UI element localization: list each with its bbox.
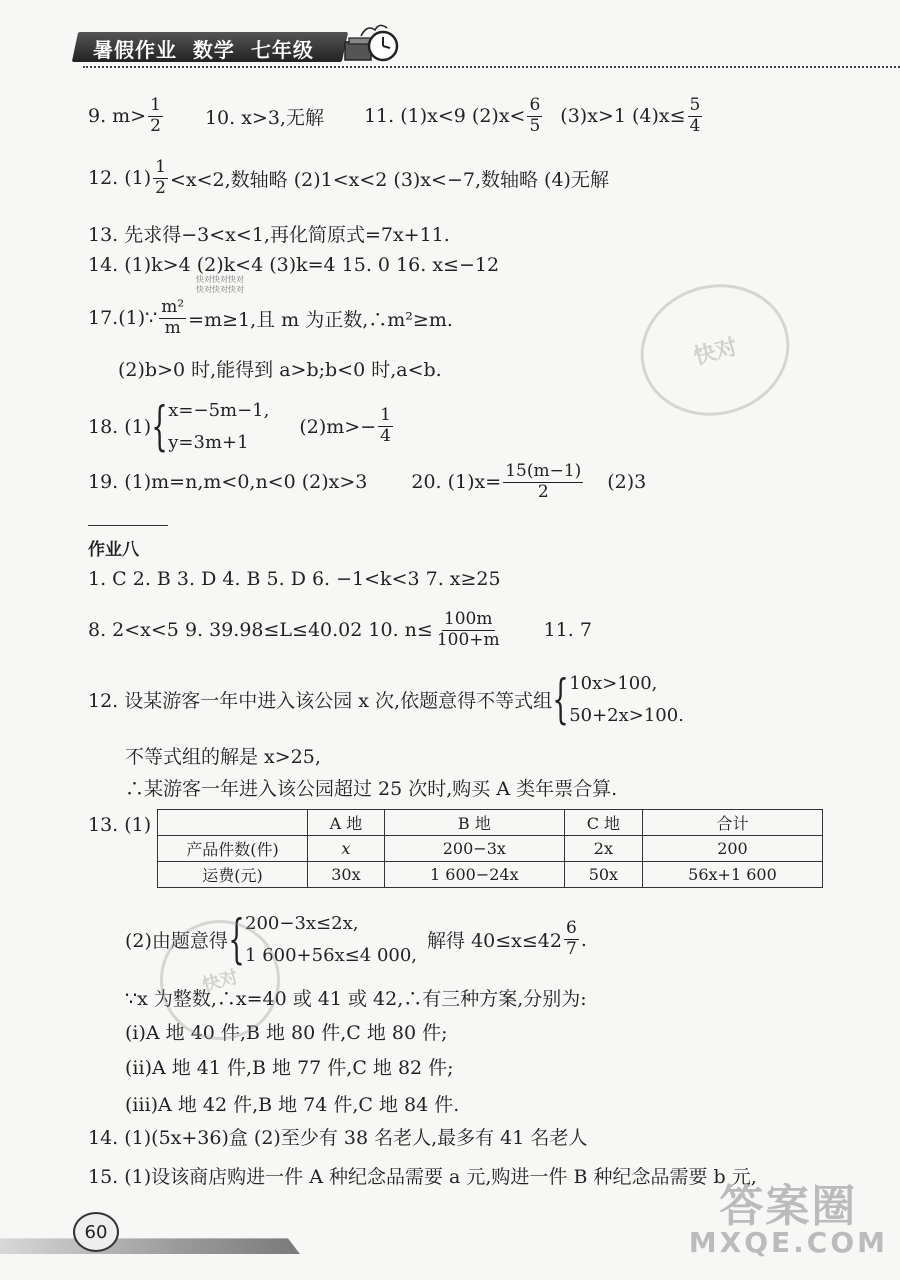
table-header-cell: A 地 <box>308 810 385 836</box>
book-clock-icon <box>343 22 403 64</box>
s8-line-12 <box>88 668 684 731</box>
denominator: 4 <box>380 426 391 446</box>
watermark-logo-text: 答案圈 <box>719 1181 858 1232</box>
system-line: y=3m+1 <box>168 431 249 453</box>
answer-17: 17.(1)∵ <box>88 307 158 330</box>
s8-answer-13-solve: 解得 40≤x≤42 <box>427 930 562 952</box>
s8-line-15: 15. (1)设该商店购进一件 A 种纪念品需要 a 元,购进一件 B 种纪念品需要 b 元, <box>88 1166 757 1188</box>
table-cell: 50x <box>564 862 642 888</box>
denominator: 2 <box>150 115 161 136</box>
numerator: 15(m−1) <box>505 461 582 481</box>
equation-system <box>168 395 269 458</box>
tiny-stamp-line: 快对快对快对 <box>196 284 244 294</box>
s8-line-12-c: ∴某游客一年进入该公园超过 25 次时,购买 A 类年票合算. <box>125 778 618 800</box>
table-header-cell: C 地 <box>564 810 642 836</box>
answer-18: 18. (1) <box>88 415 152 438</box>
brace: { <box>151 396 168 457</box>
table-cell: 运费(元) <box>158 862 308 888</box>
s8-line-8-11 <box>88 610 592 650</box>
answer-line-9-11 <box>88 96 704 136</box>
table-cell: 2x <box>564 836 642 862</box>
table-cell: 200 <box>642 836 822 862</box>
stamp-text: 快对 <box>691 334 741 370</box>
s8-line-12-b: 不等式组的解是 x>25, <box>125 746 321 768</box>
answer-10: 10. x>3,无解 <box>204 106 324 129</box>
s8-line-13-4: (ⅰ)A 地 40 件,B 地 80 件,C 地 80 件; <box>125 1022 448 1044</box>
answer-18-2: (2)m>− <box>299 415 377 438</box>
watermark-url: MXQE.COM <box>688 1226 888 1259</box>
numerator: m² <box>161 297 185 317</box>
answer-12-cont: <x<2,数轴略 (2)1<x<2 (3)x<−7,数轴略 (4)无解 <box>170 168 609 191</box>
s8-line-13-label: 13. (1) <box>88 814 152 836</box>
tiny-stamp-line: 快对快对快对 <box>196 275 244 284</box>
fraction <box>148 96 163 136</box>
denominator: 5 <box>529 115 541 136</box>
numerator: 5 <box>689 95 701 115</box>
fraction <box>153 158 168 198</box>
s8-line-14: 14. (1)(5x+36)盒 (2)至少有 38 名老人,最多有 41 名老人 <box>88 1127 588 1149</box>
s8-answer-12: 12. 设某游客一年中进入该公园 x 次,依题意得不等式组 <box>88 690 553 712</box>
section-title: 作业八 <box>88 540 139 560</box>
numerator: 1 <box>155 157 166 177</box>
fraction <box>435 610 502 650</box>
numerator: 1 <box>380 405 391 426</box>
answer-line-12 <box>88 158 609 198</box>
answer-20: 20. (1)x= <box>411 471 502 494</box>
fraction <box>564 919 579 959</box>
numerator: 6 <box>565 918 577 939</box>
watermark <box>688 1181 888 1259</box>
s8-answer-11: 11. 7 <box>543 619 592 642</box>
s8-answer-8-10: 8. 2<x<5 9. 39.98≤L≤40.02 10. n≤ <box>88 619 433 642</box>
s8-line-13-5: (ⅱ)A 地 41 件,B 地 77 件,C 地 82 件; <box>125 1057 454 1079</box>
table-header-row <box>158 810 823 836</box>
answer-line-14-16: 14. (1)k>4 (2)k<4 (3)k=4 15. 0 16. x≤−12 <box>88 254 500 276</box>
answer-11-cont: (3)x>1 (4)x≤ <box>560 105 686 128</box>
table-row <box>158 836 823 862</box>
system-line: 10x>100, <box>569 673 658 694</box>
numerator: 100m <box>443 609 493 629</box>
table-header-cell: B 地 <box>384 810 564 836</box>
answer-line-17 <box>88 298 453 338</box>
table-cell: x <box>308 836 385 862</box>
table-row <box>158 862 823 888</box>
system-line: x=−5m−1, <box>168 400 270 421</box>
numerator: 6 <box>529 95 541 115</box>
tiny-stamp-text <box>196 275 244 294</box>
denominator: 100+m <box>436 629 500 650</box>
system-line: 200−3x≤2x, <box>245 913 359 934</box>
answer-17-cont: =m≥1,且 m 为正数,∴m²≥m. <box>188 308 453 331</box>
denominator: 4 <box>689 115 701 136</box>
answer-line-13: 13. 先求得−3<x<1,再化简原式=7x+11. <box>88 224 450 246</box>
brace: { <box>228 909 245 970</box>
denominator: m <box>164 317 181 338</box>
table-header-cell <box>158 810 308 836</box>
footer-bar <box>0 1228 300 1254</box>
answer-20-2: (2)3 <box>607 471 647 494</box>
shipping-table <box>157 809 823 888</box>
fraction <box>503 462 583 502</box>
table-cell: 56x+1 600 <box>642 862 822 888</box>
header-dotted-rule <box>83 66 900 68</box>
brace: { <box>552 669 569 730</box>
stamp-text: 快对 <box>200 966 241 997</box>
system-line: 50+2x>100. <box>569 704 684 726</box>
fraction <box>159 298 186 338</box>
fraction <box>378 406 393 446</box>
denominator: 7 <box>565 939 577 959</box>
fraction <box>688 96 703 136</box>
s8-line-1-7: 1. C 2. B 3. D 4. B 5. D 6. −1<k<3 7. x≥25 <box>88 568 501 590</box>
s8-line-13-3: ∵x 为整数,∴x=40 或 41 或 42,∴有三种方案,分别为: <box>125 988 587 1010</box>
system-line: 1 600+56x≤4 000, <box>245 944 418 966</box>
answer-19: 19. (1)m=n,m<0,n<0 (2)x>3 <box>88 471 368 494</box>
s8-line-13-6: (ⅲ)A 地 42 件,B 地 74 件,C 地 84 件. <box>125 1094 460 1116</box>
section-rule <box>88 525 168 526</box>
page-number: 60 <box>73 1212 119 1252</box>
answer-11: 11. (1)x<9 (2)x< <box>363 105 526 128</box>
answer-line-19-20 <box>88 462 646 502</box>
table-cell: 30x <box>308 862 385 888</box>
table-cell: 1 600−24x <box>384 862 564 888</box>
denominator: 2 <box>537 481 549 502</box>
page-header <box>75 22 835 70</box>
answer-line-17-2: (2)b>0 时,能得到 a>b;b<0 时,a<b. <box>118 359 442 381</box>
period: . <box>580 928 587 951</box>
kuaidui-stamp <box>626 268 805 432</box>
numerator: 1 <box>150 95 161 115</box>
table-header-cell: 合计 <box>642 810 822 836</box>
denominator: 2 <box>155 177 166 198</box>
table-cell: 200−3x <box>384 836 564 862</box>
answer-line-18 <box>88 395 395 458</box>
equation-system <box>569 668 684 731</box>
table-cell: 产品件数(件) <box>158 836 308 862</box>
s8-answer-13-2: (2)由题意得 <box>125 930 228 952</box>
header-title: 暑假作业 数学 七年级 <box>93 38 314 62</box>
answer-9: 9. m> <box>88 105 147 128</box>
fraction <box>527 96 542 136</box>
answer-12: 12. (1) <box>88 167 152 190</box>
